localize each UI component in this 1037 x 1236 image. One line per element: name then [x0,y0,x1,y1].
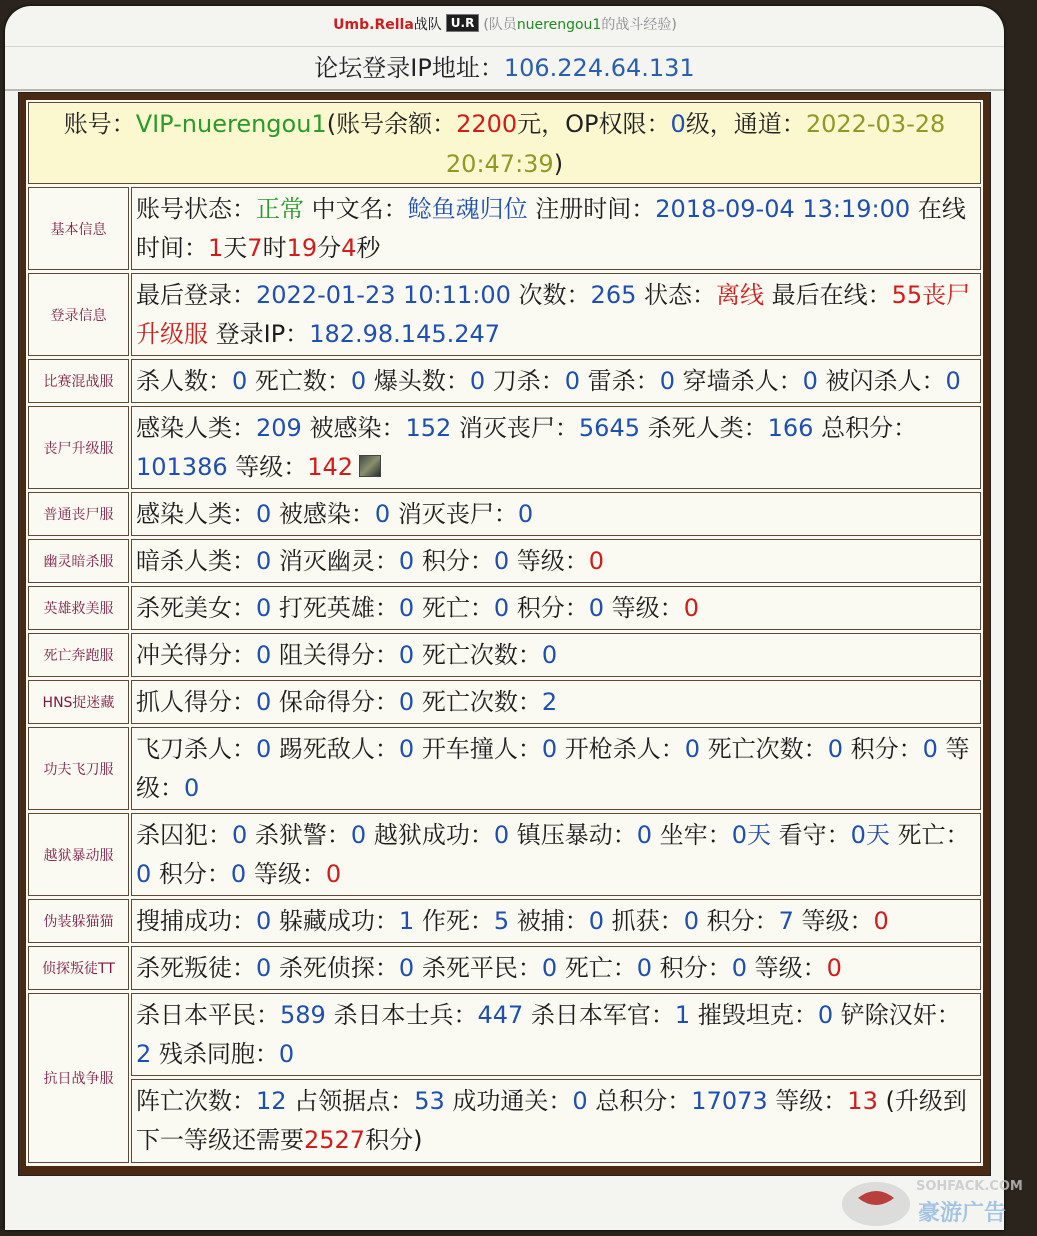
row-label-deathrun: 死亡奔跑服 [28,633,129,677]
stat-label: 死亡次数： [700,735,828,763]
stat-value: 0 [230,860,247,888]
row-label-ttt: 侦探叛徒TT [28,946,129,990]
level-value: 0 [826,954,842,982]
stat-label: 被感染： [271,500,375,528]
row-zombie-up [131,406,981,489]
row-label-zombie-up: 丧尸升级服 [28,406,129,489]
row-hero [131,586,981,630]
stat-value: 209 [256,414,302,442]
stat-value: 0 [256,735,272,763]
stat-value: 0 [541,641,558,669]
stats-table [26,100,983,1166]
stat-label: 爆头数： [366,367,470,395]
stat-value: 0 [659,367,675,395]
basic-cn-name: 鲶鱼魂归位 [407,195,528,223]
stat-value: 0 [256,641,272,669]
stat-label: 杀狱警： [247,821,351,849]
team-suffix: 战队 [413,17,442,33]
row-label-jailbreak: 越狱暴动服 [28,813,129,896]
stat-label: 杀死平民： [414,954,542,982]
stat-value: 2 [136,1040,152,1068]
stat-label: 死亡： [414,594,494,622]
stat-label: 杀死叛徒： [136,954,256,982]
stats-table-frame [18,92,991,1176]
stat-value: 0 [256,954,272,982]
stat-label: 穿墙杀人： [674,367,803,395]
account-name: VIP-nuerengou1 [135,110,327,138]
row-race [131,359,981,403]
stat-label: 积分： [652,954,732,982]
stat-value: 0 [684,735,701,763]
stat-value: 0 [136,860,152,888]
stat-value: 0 [827,735,843,763]
stat-label: 杀死侦探： [271,954,399,982]
stat-value: 0 [398,954,415,982]
row-ghost [131,539,981,583]
stat-label: 杀死人类： [639,414,768,442]
row-prophunt [131,899,981,943]
stat-label: 摧毁坦克： [690,1001,818,1029]
stat-label: 开车撞人： [414,735,542,763]
row-basic [131,187,981,270]
stat-value: 0 [636,954,653,982]
stat-label: 成功通关： [444,1087,573,1115]
stat-value: 0 [731,954,747,982]
stat-value: 0 [683,907,699,935]
stat-value: 0 [636,821,653,849]
login-count: 265 [590,281,637,309]
row-war-kills [131,993,981,1076]
stat-label: 积分： [414,547,494,575]
stat-label: 杀日本军官： [523,1001,675,1029]
watermark-site: SOHFACK.COM [916,1179,1023,1194]
stat-value: 0 [374,500,391,528]
stat-value: 0 [350,821,367,849]
balance-value: 2200 [456,110,518,138]
balance-label: (账号余额： [326,110,457,138]
stat-label: 飞刀杀人： [136,735,256,763]
stat-value: 0 [184,774,200,802]
stat-label: 死亡次数： [414,688,542,716]
level-value: 0 [683,594,699,622]
stat-value: 0 [398,547,415,575]
stat-value: 53 [414,1087,445,1115]
row-label-hero: 英雄救美服 [28,586,129,630]
row-label-war: 抗日战争服 [28,993,129,1163]
stat-label: 作死： [414,907,494,935]
stat-label: 等级： [604,594,684,622]
stat-value: 0 [817,1001,834,1029]
stat-label: 搜捕成功： [136,907,256,935]
watermark-name: 豪游广告 [918,1201,1007,1226]
team-name[interactable]: Umb.Rella [333,17,414,33]
stat-label: 开枪杀人： [557,735,685,763]
last-server: 55丧尸升级服 [136,281,971,348]
channel-date: 2022-03-28 [805,110,946,138]
last-login-label: 最后登录： [136,281,256,309]
row-hns [131,680,981,724]
stat-value: 0 [256,500,272,528]
basic-reg-label: 注册时间： [527,195,656,223]
stat-label: 保命得分： [271,688,399,716]
ip-label: 论坛登录IP地址： [314,54,504,82]
stat-value: 5 [493,907,510,935]
stat-value: 0 [493,547,510,575]
stat-label: 阻关得分： [271,641,399,669]
stat-value: 0 [278,1040,295,1068]
stat-value: 1 [674,1001,691,1029]
login-ip: 182.98.145.247 [309,320,501,348]
secs-unit: 秒 [356,234,381,262]
level-value: 0 [588,547,605,575]
stat-value: 0 [922,735,938,763]
stat-value: 0 [232,821,248,849]
basic-reg-time: 2018-09-04 13:19:00 [655,195,911,223]
stat-value: 0天 [731,821,771,849]
stat-value: 101386 [136,453,228,481]
stat-value: 0 [256,907,272,935]
stat-label: 杀死美女： [136,594,256,622]
stat-label: 死亡次数： [414,641,542,669]
level-value: 0 [325,860,342,888]
stat-label: 被闪杀人： [817,367,946,395]
stat-value: 7 [778,907,794,935]
stat-label: 等级： [767,1087,848,1115]
days-unit: 天 [223,234,248,262]
stat-label: 镇压暴动： [509,821,637,849]
stat-label: 消灭幽灵： [271,547,399,575]
next-level-points: 2527 [304,1126,366,1154]
op-level: 0 [670,110,686,138]
stat-value: 0天 [850,821,890,849]
stat-value: 1 [398,907,415,935]
stat-label: 等级： [746,954,827,982]
member-prefix: (队员 [483,17,517,33]
stat-label: 看守： [770,821,851,849]
row-zombie-normal [131,492,981,536]
stat-value: 12 [256,1087,287,1115]
stat-label: 总积分： [587,1087,692,1115]
team-logo-icon: U.R [446,14,480,32]
stat-label: 抓人得分： [136,688,256,716]
stat-label: 刀杀： [485,367,565,395]
level-value: 0 [873,907,889,935]
mins-unit: 分 [317,234,342,262]
level-avatar-icon [359,455,381,477]
ip-value: 106.224.64.131 [503,54,695,82]
row-jailbreak [131,813,981,896]
account-summary [28,102,981,184]
stat-label: 被捕： [509,907,589,935]
next-level-unit: 积分) [365,1126,423,1154]
stat-value: 0 [469,367,486,395]
stat-label: 打死英雄： [271,594,399,622]
row-label-login: 登录信息 [28,273,129,356]
stat-label: 抓获： [604,907,684,935]
stat-label: 杀人数： [136,367,232,395]
stat-label: 越狱成功： [366,821,494,849]
row-deathrun [131,633,981,677]
stat-label: 冲关得分： [136,641,256,669]
row-label-zombie-normal: 普通丧尸服 [28,492,129,536]
stat-value: 447 [477,1001,524,1029]
level-value: 142 [307,453,354,481]
state-label: 状态： [636,281,716,309]
stat-value: 0 [493,594,510,622]
stat-label: 消灭丧尸： [451,414,579,442]
stat-label: 积分： [151,860,231,888]
stat-label: 等级： [793,907,874,935]
stat-label: 阵亡次数： [136,1087,256,1115]
row-label-basic: 基本信息 [28,187,129,270]
stat-label: 死亡： [557,954,637,982]
online-hours: 7 [247,234,263,262]
last-login: 2022-01-23 10:11:00 [256,281,511,309]
basic-status: 正常 [256,195,304,223]
stat-value: 0 [256,594,272,622]
basic-cn-label: 中文名： [304,195,408,223]
team-header [65,12,945,38]
hours-unit: 时 [262,234,287,262]
count-label: 次数： [510,281,591,309]
stat-value: 17073 [691,1087,768,1115]
stat-label: 感染人类： [136,500,256,528]
online-secs: 4 [341,234,357,262]
stat-label: 杀日本平民： [136,1001,280,1029]
stat-label: 死亡： [889,821,970,849]
stat-value: 0 [588,907,605,935]
stat-value: 0 [572,1087,588,1115]
row-label-hns: HNS捉迷藏 [28,680,129,724]
stat-label: 等级： [227,453,308,481]
stat-value: 0 [517,500,534,528]
stat-label: 感染人类： [136,414,256,442]
stat-label: 积分： [509,594,589,622]
member-suffix: 的战斗经验) [601,17,677,33]
stat-label: 等级： [509,547,589,575]
watermark [838,1168,1034,1232]
forum-ip-line [5,46,1004,91]
stat-label: 消灭丧尸： [390,500,518,528]
stat-label: 雷杀： [580,367,660,395]
stat-label: 躲藏成功： [271,907,399,935]
stat-value: 0 [541,735,558,763]
balance-unit: 元，OP权限： [517,110,671,138]
online-days: 1 [208,234,224,262]
stat-label: 坐牢： [652,821,732,849]
stat-value: 0 [398,735,415,763]
stat-value: 0 [802,367,818,395]
stat-label: 死亡数： [247,367,351,395]
stat-label: 等级： [136,735,970,802]
row-label-kungfu: 功夫飞刀服 [28,727,129,810]
stat-value: 0 [541,954,558,982]
stat-label: 杀囚犯： [136,821,232,849]
stat-value: 152 [405,414,452,442]
stat-value: 0 [564,367,581,395]
stat-label: 杀日本士兵： [325,1001,478,1029]
member-name[interactable]: nuerengou1 [516,17,602,33]
row-kungfu [131,727,981,810]
stat-value: 5645 [578,414,640,442]
stat-value: 589 [280,1001,326,1029]
op-unit: 级，通道： [685,110,806,138]
account-close: ) [553,150,564,178]
account-label: 账号： [63,110,136,138]
stat-value: 0 [350,367,367,395]
stat-label: 占领据点： [286,1087,415,1115]
stat-value: 0 [256,688,272,716]
stat-value: 0 [398,688,415,716]
row-war-progress [131,1079,981,1163]
basic-online-label: 在线时间： [136,195,966,262]
stat-value: 0 [493,821,510,849]
stat-value: 0 [256,547,272,575]
online-mins: 19 [286,234,318,262]
stat-label: 总积分： [813,414,918,442]
row-label-ghost: 幽灵暗杀服 [28,539,129,583]
row-login [131,273,981,356]
stat-value: 0 [945,367,961,395]
stat-label: 铲除汉奸： [833,1001,961,1029]
stat-value: 0 [398,641,415,669]
channel-time: 20:47:39 [445,150,554,178]
watermark-logo-icon [838,1168,1034,1232]
stats-panel [5,6,1007,1230]
stat-value: 166 [767,414,814,442]
stat-value: 0 [232,367,248,395]
stat-value: 2 [541,688,558,716]
stat-label: 积分： [698,907,779,935]
stat-label: 被感染： [301,414,406,442]
stat-label: 等级： [246,860,326,888]
stat-value: 0 [588,594,605,622]
level-value: 13 [847,1087,878,1115]
stat-value: 0 [398,594,415,622]
login-state: 离线 [716,281,764,309]
stat-label: 残杀同胞： [151,1040,279,1068]
stat-label: 暗杀人类： [136,547,256,575]
stat-label: 踢死敌人： [271,735,399,763]
login-ip-label: 登录IP： [208,320,310,348]
next-level-label: (升级到下一等级还需要 [136,1087,967,1154]
row-label-race: 比赛混战服 [28,359,129,403]
last-server-label: 最后在线： [764,281,892,309]
row-label-prophunt: 伪装躲猫猫 [28,899,129,943]
basic-status-label: 账号状态： [136,195,256,223]
stat-label: 积分： [842,735,923,763]
row-ttt [131,946,981,990]
